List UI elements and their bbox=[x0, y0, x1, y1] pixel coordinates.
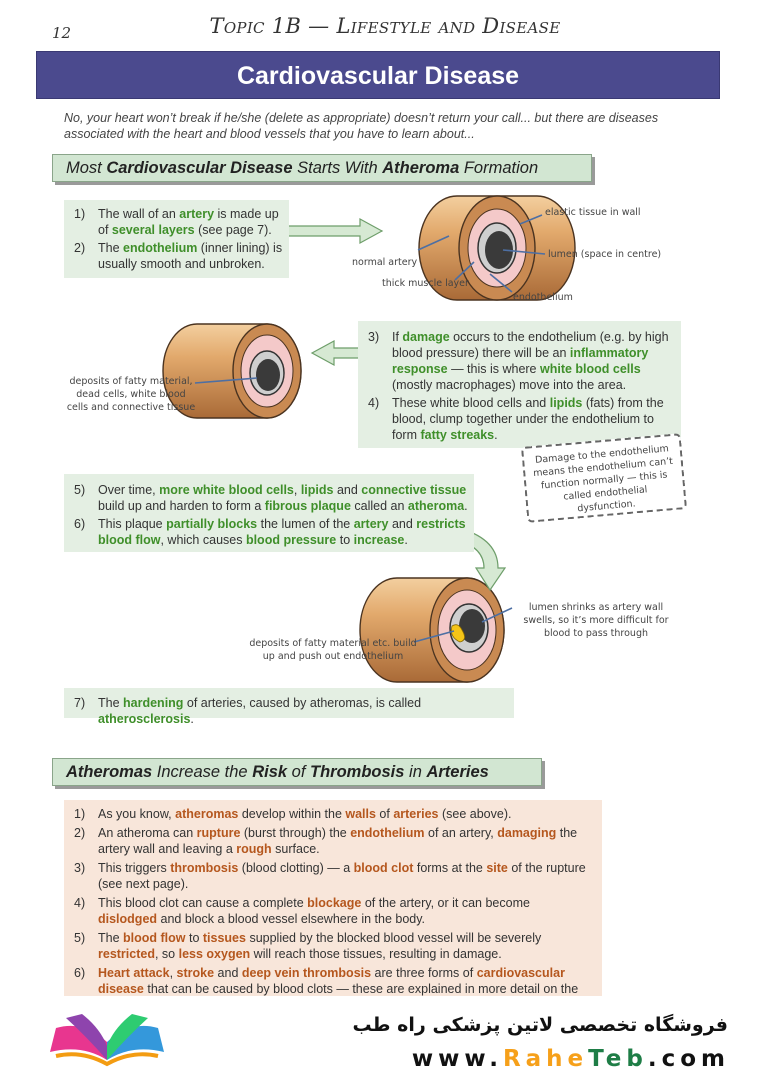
item-text: and bbox=[333, 483, 362, 497]
item-text: This plaque bbox=[98, 517, 167, 531]
note-endothelial-dysfunction: Damage to the endothelium means the endothelium can’t function normally — this is called endothelial dysfunction. bbox=[521, 433, 687, 523]
highlight-term: lipids bbox=[300, 483, 334, 497]
label-lumen-shrinks: lumen shrinks as artery wall swells, so it’s more difficult for blood to pass through bbox=[523, 602, 669, 639]
highlight-term: fibrous plaque bbox=[264, 499, 351, 513]
url-teb: Teb bbox=[588, 1046, 648, 1072]
item-text: (mostly macrophages) move into the area. bbox=[392, 378, 627, 392]
item-number: 6) bbox=[74, 965, 86, 980]
item-text: The wall of an bbox=[98, 207, 180, 221]
highlight-term: damage bbox=[402, 330, 450, 344]
item-number: 3) bbox=[74, 860, 86, 875]
item-number: 2) bbox=[74, 241, 86, 255]
box-points-3-4 bbox=[358, 321, 681, 448]
label-lumen: lumen (space in centre) bbox=[548, 249, 662, 260]
highlight-term: walls bbox=[345, 807, 376, 821]
item-text: surface. bbox=[271, 842, 320, 856]
highlight-term: endothelium bbox=[123, 241, 198, 255]
list-item bbox=[64, 860, 592, 893]
box-point-7 bbox=[64, 688, 514, 726]
item-number: 5) bbox=[74, 930, 86, 945]
highlight-term: endothelium bbox=[350, 825, 425, 840]
label-elastic-tissue: elastic tissue in wall bbox=[545, 207, 641, 218]
highlight-term: tissues bbox=[202, 930, 246, 945]
item-text: and bbox=[388, 517, 417, 531]
highlight-term: restricts blood flow bbox=[98, 517, 466, 547]
list-item bbox=[64, 482, 468, 514]
list-item bbox=[64, 806, 592, 823]
heading-segment: Atheroma bbox=[382, 159, 460, 177]
label-normal-artery: normal artery bbox=[352, 257, 418, 268]
page-number: 12 bbox=[52, 24, 72, 42]
heading-segment: Atheromas bbox=[66, 763, 153, 781]
item-text: . bbox=[494, 428, 498, 442]
heading-segment: Increase bbox=[152, 763, 225, 781]
item-text: (blood clotting) — a bbox=[238, 860, 354, 875]
highlight-term: blood pressure bbox=[245, 533, 337, 547]
item-text: of an artery, bbox=[424, 825, 498, 840]
highlight-term: atherosclerosis bbox=[98, 712, 191, 726]
label-muscle-layer: thick muscle layer bbox=[382, 278, 469, 289]
item-text: and block a blood vessel elsewhere in the body. bbox=[157, 912, 426, 926]
list-item bbox=[64, 930, 592, 963]
highlight-term: restricted bbox=[98, 947, 155, 961]
item-number: 7) bbox=[74, 696, 86, 710]
highlight-term: rough bbox=[236, 842, 272, 856]
highlight-term: partially blocks bbox=[166, 517, 258, 531]
atheroma-artery-drawing bbox=[360, 578, 504, 682]
item-text: , which causes bbox=[160, 533, 246, 547]
heading-segment: Arteries bbox=[426, 763, 489, 781]
highlight-term: Heart attack bbox=[98, 965, 170, 980]
item-text: An atheroma can bbox=[98, 825, 197, 840]
item-text: Over time, bbox=[98, 483, 160, 497]
item-text: As you know, bbox=[98, 807, 176, 821]
box-points-1-2 bbox=[64, 200, 289, 278]
arrow-right bbox=[286, 219, 382, 243]
list-item bbox=[64, 825, 592, 858]
label-endothelium: endothelium bbox=[513, 292, 573, 303]
label-deposits-2: deposits of fatty material etc. build up and push out endothelium bbox=[249, 638, 417, 662]
highlight-term: arteries bbox=[393, 807, 439, 821]
book-logo-icon bbox=[42, 1008, 172, 1068]
highlight-term: inflammatory response bbox=[392, 346, 649, 376]
list-item bbox=[64, 240, 283, 272]
item-text: and bbox=[214, 965, 242, 980]
item-text: , bbox=[169, 965, 177, 980]
shop-name: فروشگاه تخصصی لاتین پزشکی راه طب bbox=[352, 1014, 728, 1036]
page-title: Cardiovascular Disease bbox=[236, 62, 520, 90]
heading-segment: the bbox=[224, 763, 253, 781]
item-number: 2) bbox=[74, 825, 86, 840]
highlight-term: thrombosis bbox=[170, 860, 239, 875]
item-text: (fats) from the blood, clump together under the endothelium to form bbox=[392, 396, 664, 442]
item-number: 4) bbox=[368, 396, 380, 410]
shop-url[interactable] bbox=[412, 1046, 730, 1072]
item-text: (burst through) the bbox=[240, 825, 351, 840]
highlight-term: damaging bbox=[497, 825, 557, 840]
highlight-term: rupture bbox=[196, 825, 241, 840]
list-item bbox=[64, 516, 468, 548]
heading-segment: Risk bbox=[252, 763, 288, 781]
list-item bbox=[358, 395, 671, 443]
item-number: 1) bbox=[74, 807, 86, 821]
highlight-term: site bbox=[486, 860, 508, 875]
intro-text: No, your heart won’t break if he/she (delete as appropriate) doesn’t return your call... but there are diseases associated with the heart and blood vessels that you have to learn about... bbox=[64, 111, 659, 141]
highlight-term: less oxygen bbox=[178, 947, 251, 961]
item-text: The bbox=[98, 930, 124, 945]
highlight-term: hardening bbox=[123, 696, 184, 710]
highlight-term: deep vein thrombosis bbox=[241, 965, 372, 980]
label-deposits-1: deposits of fatty material, dead cells, white blood cells and connective tissue bbox=[66, 376, 196, 413]
highlight-term: connective tissue bbox=[361, 483, 467, 497]
highlight-term: white blood cells bbox=[539, 362, 641, 376]
item-number: 6) bbox=[74, 517, 86, 531]
item-text: The bbox=[98, 241, 124, 255]
highlight-term: increase bbox=[353, 533, 405, 547]
section-heading-thrombosis bbox=[52, 758, 542, 786]
url-prefix: www. bbox=[411, 1046, 503, 1072]
item-text: develop within the bbox=[238, 807, 346, 821]
highlight-term: fatty streaks bbox=[420, 428, 495, 442]
item-text: occurs to the endothelium (e.g. by high blood pressure) there will be an bbox=[392, 330, 669, 360]
item-text: supplied by the blocked blood vessel will be severely bbox=[245, 930, 542, 945]
heading-segment: Thrombosis bbox=[310, 763, 405, 781]
highlight-term: blood flow bbox=[123, 930, 186, 945]
heading-segment: Cardiovascular Disease bbox=[106, 159, 293, 177]
item-text: are three forms of bbox=[371, 965, 477, 980]
item-text: . bbox=[190, 712, 194, 726]
item-text: (see above). bbox=[438, 807, 512, 821]
item-text: to bbox=[185, 930, 203, 945]
item-text: (see page 7). bbox=[194, 223, 272, 237]
item-text: forms at the bbox=[413, 860, 487, 875]
item-text: that can be caused by blood clots — these are explained in more detail on the bbox=[147, 982, 579, 996]
item-text: the artery wall and leaving a bbox=[98, 825, 578, 856]
item-text: the lumen of the bbox=[257, 517, 354, 531]
url-suffix: .com bbox=[647, 1046, 730, 1072]
highlight-term: atheromas bbox=[175, 807, 239, 821]
item-text: called an bbox=[350, 499, 408, 513]
item-text: of bbox=[375, 807, 394, 821]
item-text: This blood clot can cause a complete bbox=[98, 895, 308, 910]
highlight-term: more white blood cells bbox=[159, 483, 294, 497]
item-text: , so bbox=[154, 947, 179, 961]
item-text: , bbox=[293, 483, 301, 497]
box-thrombosis-points bbox=[64, 800, 602, 996]
item-number: 5) bbox=[74, 483, 86, 497]
highlight-term: atheroma bbox=[407, 499, 465, 513]
item-number: 4) bbox=[74, 895, 86, 910]
highlight-term: lipids bbox=[549, 396, 583, 410]
item-text: — this is where bbox=[447, 362, 540, 376]
item-text: build up and harden to form a bbox=[98, 499, 265, 513]
item-text: will reach those tissues, resulting in damage. bbox=[250, 947, 502, 961]
item-text: This triggers bbox=[98, 860, 171, 875]
item-text: . bbox=[404, 533, 408, 547]
heading-segment: Most bbox=[66, 159, 107, 177]
item-text: of the rupture (see next page). bbox=[98, 860, 586, 891]
item-text: of arteries, caused by atheromas, is called bbox=[183, 696, 422, 710]
highlight-term: cardiovascular disease bbox=[98, 965, 565, 996]
heading-segment: of bbox=[287, 763, 310, 781]
item-number: 3) bbox=[368, 330, 380, 344]
list-item bbox=[64, 206, 283, 238]
item-number: 1) bbox=[74, 207, 86, 221]
highlight-term: artery bbox=[179, 207, 215, 221]
item-text: to bbox=[336, 533, 354, 547]
heading-segment: in bbox=[404, 763, 427, 781]
highlight-term: blockage bbox=[307, 895, 362, 910]
topic-title: Topic 1B — Lifestyle and Disease bbox=[209, 14, 561, 38]
highlight-term: artery bbox=[353, 517, 389, 531]
item-text: . bbox=[464, 499, 468, 513]
list-item bbox=[64, 895, 592, 928]
item-text: (inner lining) is usually smooth and unbroken. bbox=[98, 241, 283, 271]
heading-segment: Starts With bbox=[292, 159, 383, 177]
item-text: The bbox=[98, 696, 124, 710]
item-text: of the artery, or it can become bbox=[361, 895, 530, 910]
box-points-5-6 bbox=[64, 474, 474, 552]
highlight-term: dislodged bbox=[98, 912, 158, 926]
item-text: is made up of bbox=[98, 207, 279, 237]
highlight-term: several layers bbox=[111, 223, 195, 237]
list-item bbox=[358, 329, 671, 393]
list-item bbox=[64, 695, 514, 727]
heading-segment: Formation bbox=[459, 159, 539, 177]
item-text: If bbox=[392, 330, 403, 344]
highlight-term: blood clot bbox=[353, 860, 414, 875]
item-text: These white blood cells and bbox=[392, 396, 550, 410]
url-rahe: Rahe bbox=[502, 1046, 589, 1072]
highlight-term: stroke bbox=[176, 965, 215, 980]
